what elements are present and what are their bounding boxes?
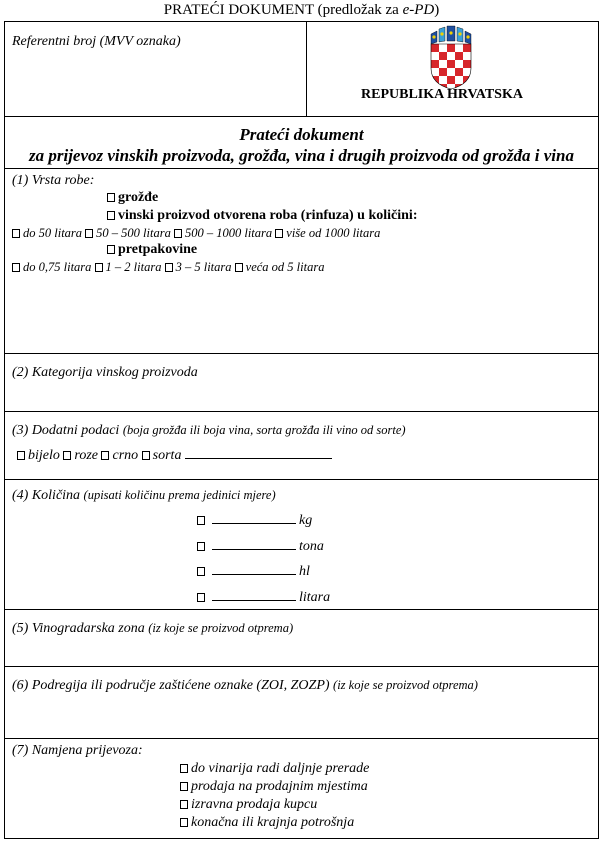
checkbox[interactable] [107, 245, 115, 254]
quantity-hl-row[interactable]: hl [197, 564, 310, 580]
color-option[interactable]: roze [63, 448, 98, 463]
checkbox[interactable] [275, 229, 283, 238]
section-2-label: (2) Kategorija vinskog proizvoda [12, 365, 198, 380]
quantity-tona-row[interactable]: tona [197, 539, 324, 555]
republic-name: REPUBLIKA HRVATSKA [361, 87, 523, 102]
checkbox[interactable] [235, 263, 243, 272]
section-3-border [4, 479, 599, 480]
checkbox[interactable] [142, 451, 150, 460]
goods-grape-option[interactable]: grožđe [107, 190, 158, 206]
purpose-option[interactable]: izravna prodaja kupcu [180, 797, 317, 813]
form-caption: PRATEĆI DOKUMENT (predložak za e-PD) [163, 2, 440, 18]
bulk-option[interactable]: 500 – 1000 litara [174, 226, 272, 240]
packaged-option[interactable]: 3 – 5 litara [165, 260, 232, 274]
checkbox[interactable] [17, 451, 25, 460]
bulk-option[interactable]: 50 – 500 litara [85, 226, 171, 240]
checkbox[interactable] [180, 818, 188, 827]
section-4-label: (4) Količina (upisati količinu prema jedinici mjere) [12, 488, 276, 503]
packaged-option[interactable]: do 0,75 litara [12, 260, 91, 274]
section-6-label: (6) Podregija ili područje zaštićene oznake (ZOI, ZOZP) (iz koje se proizvod otprema) [12, 678, 478, 693]
checkbox[interactable] [63, 451, 71, 460]
section-5-label: (5) Vinogradarska zona (iz koje se proizvod otprema) [12, 621, 294, 636]
section-7-label: (7) Namjena prijevoza: [12, 743, 143, 758]
checkbox[interactable] [12, 229, 20, 238]
variety-input-line[interactable] [185, 458, 332, 459]
checkbox[interactable] [95, 263, 103, 272]
section-1-label: (1) Vrsta robe: [12, 173, 95, 188]
section-2-border [4, 411, 599, 412]
document-title-line1: Prateći dokument [239, 125, 364, 144]
packaged-quantity-options [12, 260, 324, 275]
bulk-option[interactable]: do 50 litara [12, 226, 82, 240]
packaged-option[interactable]: veća od 5 litara [235, 260, 325, 274]
quantity-input-line[interactable] [212, 549, 296, 550]
checkbox[interactable] [165, 263, 173, 272]
section-3-label: (3) Dodatni podaci (boja grožđa ili boja vina, sorta grožđa ili vino od sorte) [12, 423, 406, 438]
checkbox[interactable] [180, 782, 188, 791]
quantity-kg-row[interactable]: kg [197, 513, 312, 529]
bulk-quantity-options [12, 226, 380, 241]
quantity-input-line[interactable] [212, 574, 296, 575]
section-4-border [4, 609, 599, 610]
checkbox[interactable] [197, 567, 205, 576]
quantity-input-line[interactable] [212, 600, 296, 601]
checkbox[interactable] [197, 593, 205, 602]
section-1-border [4, 353, 599, 354]
checkbox[interactable] [107, 211, 115, 220]
section-6-border [4, 738, 599, 739]
color-option[interactable]: crno [101, 448, 138, 463]
checkbox[interactable] [197, 516, 205, 525]
packaged-option[interactable]: 1 – 2 litara [95, 260, 162, 274]
checkbox[interactable] [85, 229, 93, 238]
checkbox[interactable] [107, 193, 115, 202]
document-title [4, 124, 599, 166]
quantity-input-line[interactable] [212, 523, 296, 524]
purpose-option[interactable]: konačna ili krajnja potrošnja [180, 815, 354, 831]
checkbox[interactable] [12, 263, 20, 272]
reference-number-label: Referentni broj (MVV oznaka) [12, 34, 181, 49]
title-bottom-border [4, 168, 599, 169]
checkbox[interactable] [174, 229, 182, 238]
bulk-option[interactable]: više od 1000 litara [275, 226, 380, 240]
header-bottom-border [4, 116, 599, 117]
color-variety-options [17, 448, 332, 464]
purpose-option[interactable]: do vinarija radi daljnje prerade [180, 761, 369, 777]
checkbox[interactable] [180, 800, 188, 809]
document-title-line2: za prijevoz vinskih proizvoda, grožđa, vina i drugih proizvoda od grožđa i vina [28, 146, 574, 165]
goods-bulk-option[interactable]: vinski proizvod otvorena roba (rinfuza) u količini: [107, 208, 417, 224]
checkbox[interactable] [197, 542, 205, 551]
section-5-border [4, 666, 599, 667]
color-option[interactable]: bijelo [17, 448, 60, 463]
goods-packaged-option[interactable]: pretpakovine [107, 242, 197, 258]
checkbox[interactable] [180, 764, 188, 773]
variety-option[interactable]: sorta [142, 448, 182, 463]
coat-of-arms-icon [425, 24, 477, 90]
purpose-option[interactable]: prodaja na prodajnim mjestima [180, 779, 368, 795]
checkbox[interactable] [101, 451, 109, 460]
quantity-litara-row[interactable]: litara [197, 590, 330, 606]
